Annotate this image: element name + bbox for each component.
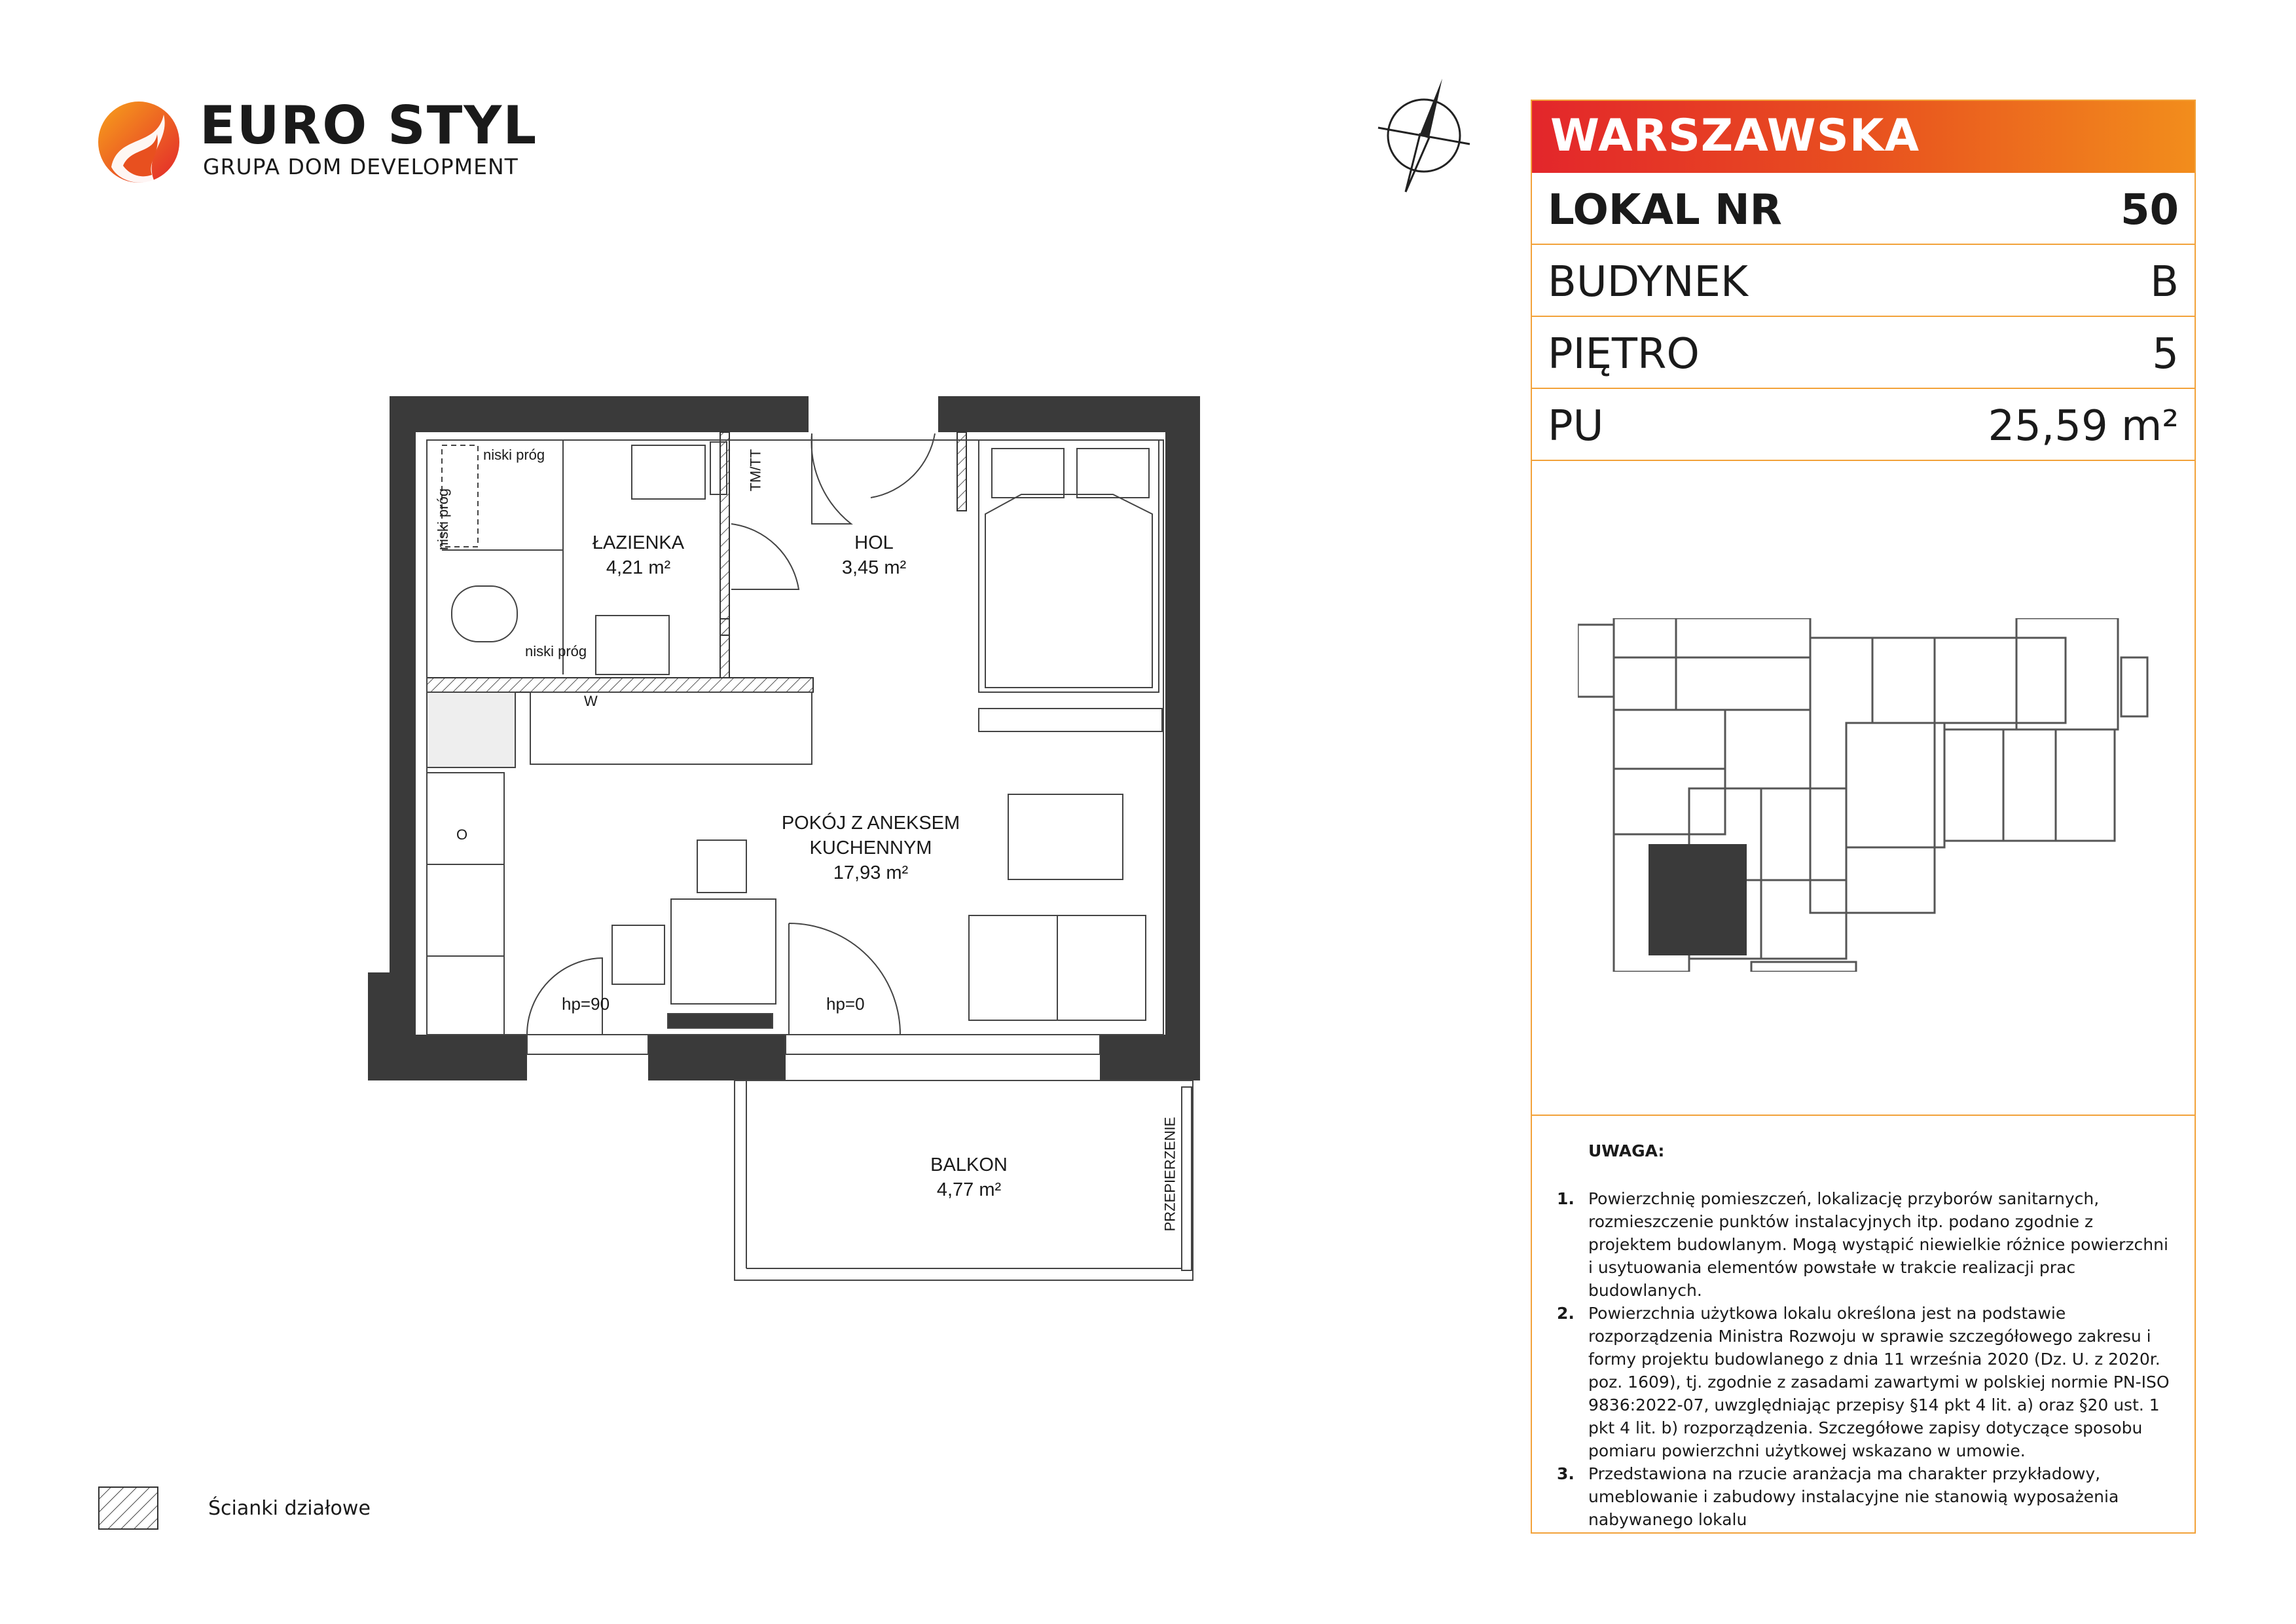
company-logo [92,88,538,193]
room-area-hol: 3,45 m² [841,557,907,578]
row-pietro-value: 5 [2152,330,2179,378]
room-name-balkon: BALKON [930,1154,1008,1175]
legend-label: Ścianki działowe [208,1497,371,1520]
note-text: Powierzchnię pomieszczeń, lokalizację przyborów sanitarnych, rozmieszczenie punktów instalacyjnych itp. podano zgodnie z projektem budowlanym. Mogą wystąpić niewielkie różnice powierzchni i usytuowania elementów powstałe w trakcie realizacji prac budowlanych. [1588,1189,2168,1300]
flame-logo-icon [92,88,190,193]
note-text: Przedstawiona na rzucie aranżacja ma charakter przykładowy, umeblowanie i zabudowy instalacyjne nie stanowią wyposażenia nabywanego lokalu [1588,1464,2119,1529]
row-pietro [1532,317,2195,389]
label-o: O [456,826,468,843]
label-w: W [584,693,598,709]
label-hp90: hp=90 [562,994,610,1014]
row-pu-value: 25,59 m² [1988,402,2179,451]
floor-plan [354,386,1231,1316]
investment-banner [1532,101,2195,173]
room-area-pokoj: 17,93 m² [833,862,909,883]
notes-section [1557,1139,2172,1531]
row-budynek [1532,245,2195,317]
room-name-lazienka: ŁAZIENKA [592,532,685,553]
note-item [1557,1462,2172,1531]
investment-name: WARSZAWSKA [1550,110,1920,162]
row-pietro-label: PIĘTRO [1548,330,1700,378]
row-budynek-label: BUDYNEK [1548,258,1748,306]
row-budynek-value: B [2150,258,2179,306]
panel-separator [1532,1115,2195,1116]
partition-wall-swatch-icon [98,1486,158,1530]
note-number: 3. [1557,1464,1575,1483]
label-tmtt: TM/TT [747,449,764,492]
note-number: 1. [1557,1189,1575,1208]
label-przepierzenie: PRZEPIERZENIE [1161,1116,1178,1232]
room-area-balkon: 4,77 m² [936,1179,1002,1200]
row-lokal-label: LOKAL NR [1548,186,1782,234]
row-lokal-value: 50 [2120,186,2179,234]
row-pu [1532,389,2195,461]
logo-subtitle: GRUPA DOM DEVELOPMENT [203,154,519,179]
note-item [1557,1187,2172,1302]
logo-name: EURO STYL [200,95,538,156]
north-arrow-icon [1372,75,1476,193]
label-niski-prog-top: niski próg [483,447,545,463]
note-item [1557,1302,2172,1462]
note-number: 2. [1557,1304,1575,1323]
building-key-plan [1578,618,2154,972]
row-lokal [1532,173,2195,245]
label-hp0: hp=0 [826,994,865,1014]
room-name-pokoj-1: POKÓJ Z ANEKSEM [781,813,960,834]
label-niski-prog-side: niski próg [435,488,452,551]
room-name-hol: HOL [854,532,894,553]
room-area-lazienka: 4,21 m² [606,557,671,578]
row-pu-label: PU [1548,402,1604,451]
room-name-pokoj-2: KUCHENNYM [809,838,932,858]
note-text: Powierzchnia użytkowa lokalu określona jest na podstawie rozporządzenia Ministra Rozwoju w sprawie szczegółowego zakresu i formy projektu budowlanego z dnia 11 września 2020 (Dz. U. z 2020r. poz. 1609), tj. zgodnie z zasadami zawartymi w polskiej normie PN-ISO 9836:2022-07, uwzględniając przepisy §14 pkt 4 lit. a) oraz §20 ust. 1 pkt 4 lit. b) rozporządzenia. Szczegółowe zapisy dotyczące sposobu pomiaru powierzchni użytkowej wskazano w umowie. [1588,1304,2170,1460]
notes-title: UWAGA: [1588,1141,1665,1160]
label-niski-prog-bottom: niski próg [525,643,587,659]
highlighted-unit [1649,844,1747,955]
